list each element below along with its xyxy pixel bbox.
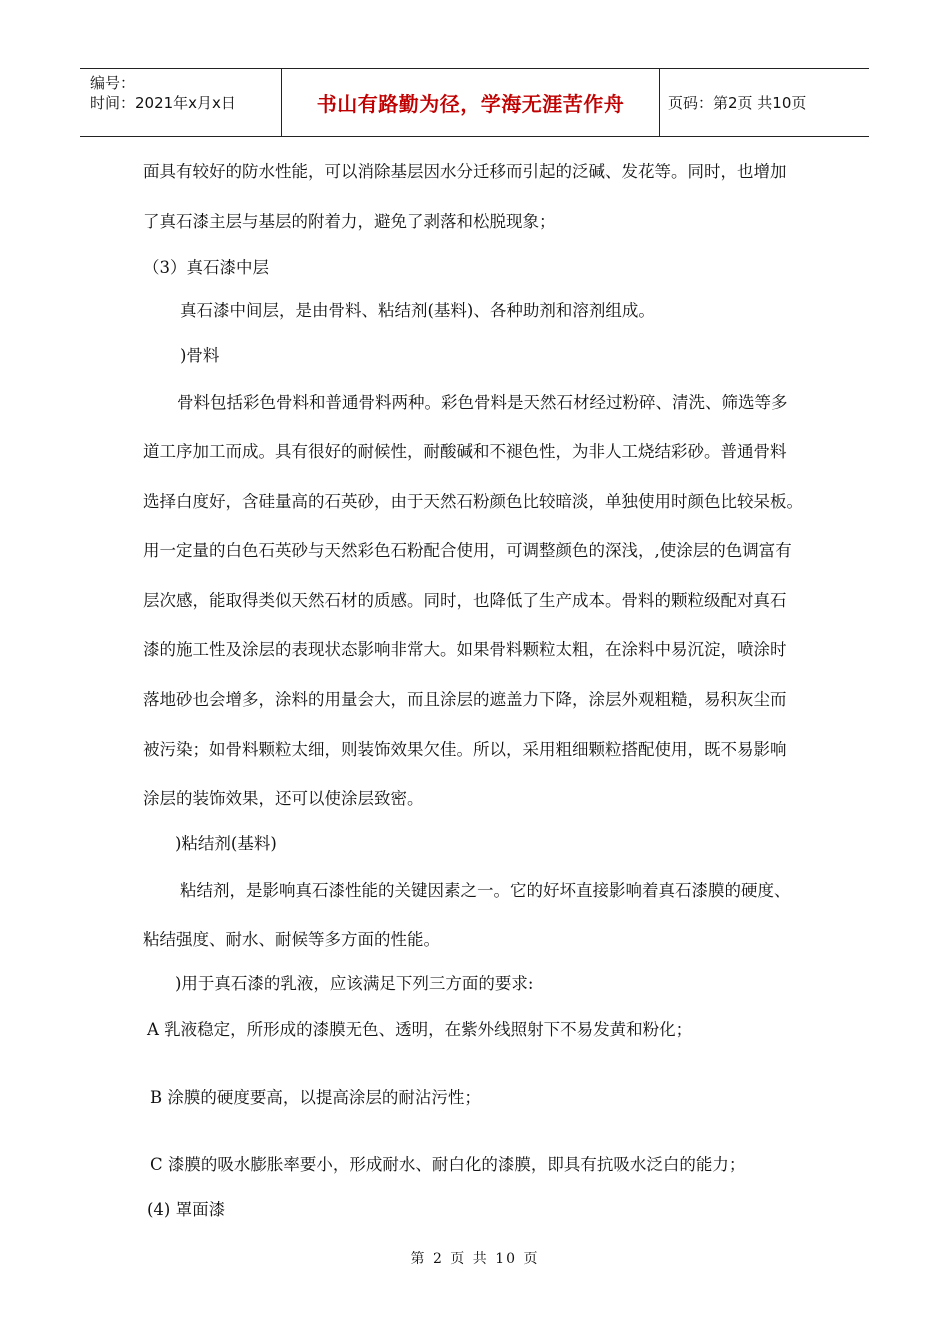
list-item: A 乳液稳定，所形成的漆膜无色、透明，在紫外线照射下不易发黄和粉化； — [147, 1020, 693, 1039]
paragraph-line: 落地砂也会增多，涂料的用量会大，而且涂层的遮盖力下降，涂层外观粗糙，易积灰尘而 — [143, 690, 787, 709]
paragraph-line: 粘结强度、耐水、耐候等多方面的性能。 — [143, 930, 440, 949]
header-page-cell — [660, 69, 869, 136]
paragraph-line: 真石漆中间层，是由骨料、粘结剂(基料)、各种助剂和溶剂组成。 — [180, 301, 655, 320]
paragraph-line: )用于真石漆的乳液，应该满足下列三方面的要求: — [175, 974, 534, 993]
paragraph-line: 用一定量的白色石英砂与天然彩色石粉配合使用，可调整颜色的深浅，,使涂层的色调富有 — [143, 541, 792, 560]
paragraph-line: 漆的施工性及涂层的表现状态影响非常大。如果骨料颗粒太粗，在涂料中易沉淀，喷涂时 — [143, 640, 787, 659]
paragraph-line: 了真石漆主层与基层的附着力，避免了剥落和松脱现象； — [143, 212, 556, 231]
paragraph-line: 粘结剂，是影响真石漆性能的关键因素之一。它的好坏直接影响着真石漆膜的硬度、 — [180, 881, 791, 900]
paragraph-line: 道工序加工而成。具有很好的耐候性，耐酸碱和不褪色性，为非人工烧结彩砂。普通骨料 — [143, 442, 787, 461]
paragraph-line: 面具有较好的防水性能，可以消除基层因水分迁移而引起的泛碱、发花等。同时，也增加 — [143, 162, 787, 181]
paragraph-line: 被污染；如骨料颗粒太细，则装饰效果欠佳。所以，采用粗细颗粒搭配使用，既不易影响 — [143, 740, 787, 759]
header-motto: 书山有路勤为径，学海无涯苦作舟 — [316, 92, 625, 116]
paragraph-line: 选择白度好，含硅量高的石英砂，由于天然石粉颜色比较暗淡，单独使用时颜色比较呆板。 — [143, 492, 803, 511]
section-heading: （3）真石漆中层 — [143, 258, 269, 277]
document-date: 时间：2021年x月x日 — [90, 94, 236, 112]
paragraph-line: 骨料包括彩色骨料和普通骨料两种。彩色骨料是天然石材经过粉碎、清洗、筛选等多 — [177, 393, 788, 412]
paragraph-line: 层次感，能取得类似天然石材的质感。同时，也降低了生产成本。骨料的颗粒级配对真石 — [143, 591, 787, 610]
subsection-heading: )骨料 — [180, 346, 220, 365]
page-header — [80, 68, 869, 137]
list-item: B 涂膜的硬度要高，以提高涂层的耐沾污性； — [150, 1088, 481, 1107]
list-item: C 漆膜的吸水膨胀率要小，形成耐水、耐白化的漆膜，即具有抗吸水泛白的能力； — [150, 1155, 746, 1174]
page-footer: 第 2 页 共 10 页 — [410, 1251, 540, 1267]
header-meta — [80, 69, 282, 136]
paragraph-line: 涂层的装饰效果，还可以使涂层致密。 — [143, 789, 424, 808]
header-motto-cell — [282, 69, 660, 136]
document-number: 编号： — [90, 74, 136, 92]
subsection-heading: )粘结剂(基料) — [175, 834, 277, 853]
header-page-number: 页码：第2页 共10页 — [668, 94, 807, 112]
section-heading: (4) 罩面漆 — [147, 1200, 226, 1219]
